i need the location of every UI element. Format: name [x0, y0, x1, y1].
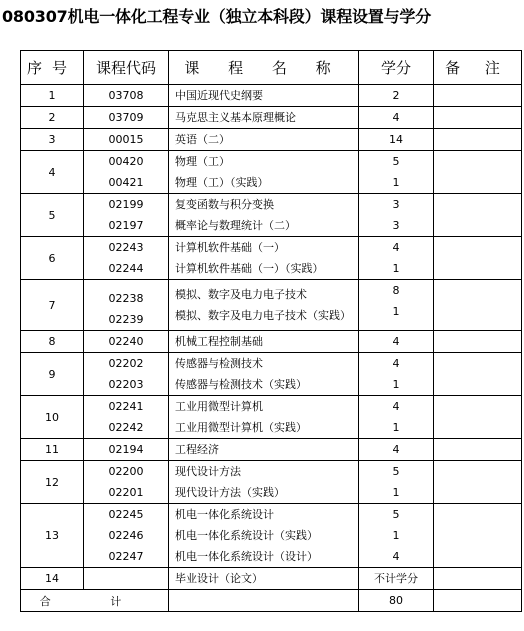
remark-cell	[434, 107, 522, 129]
remark-cell	[434, 461, 522, 504]
code-cell	[84, 439, 169, 461]
course-name: 马克思主义基本原理概论	[175, 111, 296, 124]
seq-number: 7	[48, 298, 56, 312]
seq-cell	[21, 85, 84, 107]
course-name-cell	[169, 85, 359, 107]
table-header-row	[21, 51, 522, 85]
course-credit: 4	[392, 400, 400, 413]
credit-cell	[359, 151, 434, 194]
credit-cell	[359, 331, 434, 353]
course-name: 传感器与检测技术（实践）	[175, 378, 307, 391]
credit-cell	[359, 237, 434, 280]
code-cell	[84, 237, 169, 280]
course-name: 机电一体化系统设计	[175, 508, 274, 521]
table-row	[21, 504, 522, 568]
course-credit: 4	[392, 335, 400, 348]
credit-cell	[359, 504, 434, 568]
course-code: 00421	[108, 176, 144, 189]
credit-cell	[359, 353, 434, 396]
seq-cell	[21, 194, 84, 237]
seq-number: 4	[48, 165, 56, 179]
seq-cell	[21, 107, 84, 129]
course-name-cell	[169, 331, 359, 353]
course-credit: 8	[392, 284, 400, 297]
course-code: 02197	[108, 219, 144, 232]
course-name-cell	[169, 107, 359, 129]
seq-cell	[21, 237, 84, 280]
seq-number: 10	[45, 410, 59, 424]
remark-cell	[434, 194, 522, 237]
total-name-cell	[169, 590, 359, 612]
course-credit: 4	[392, 443, 400, 456]
table-row	[21, 237, 522, 280]
course-code: 02244	[108, 262, 144, 275]
course-code: 02240	[108, 335, 144, 348]
remark-cell	[434, 280, 522, 331]
remark-cell	[434, 504, 522, 568]
code-cell	[84, 461, 169, 504]
header-course-name: 课 程 名 称	[169, 51, 359, 85]
course-code: 03708	[108, 89, 144, 102]
course-code: 02247	[108, 550, 144, 563]
course-name-cell	[169, 439, 359, 461]
course-name: 模拟、数字及电力电子技术（实践）	[175, 309, 351, 322]
credit-cell	[359, 107, 434, 129]
code-cell	[84, 331, 169, 353]
course-credit: 4	[392, 241, 400, 254]
seq-number: 6	[48, 251, 56, 265]
course-credit: 4	[392, 550, 400, 563]
credit-cell	[359, 568, 434, 590]
seq-cell	[21, 280, 84, 331]
header-code: 课程代码	[84, 51, 169, 85]
course-code: 00015	[108, 133, 144, 146]
course-code: 02200	[108, 465, 144, 478]
course-credit: 1	[392, 262, 400, 275]
seq-number: 13	[45, 529, 59, 542]
code-cell	[84, 151, 169, 194]
credit-cell	[359, 129, 434, 151]
course-name-cell	[169, 504, 359, 568]
seq-number: 2	[48, 111, 56, 124]
seq-number: 3	[48, 133, 56, 146]
credit-cell	[359, 439, 434, 461]
credit-cell	[359, 85, 434, 107]
table-row	[21, 396, 522, 439]
table-row	[21, 461, 522, 504]
course-table	[20, 50, 522, 612]
course-code: 02246	[108, 529, 144, 542]
course-credit: 2	[392, 89, 400, 102]
page-title: 080307机电一体化工程专业（独立本科段）课程设置与学分	[2, 7, 431, 26]
course-name: 物理（工）	[175, 155, 230, 168]
credit-cell	[359, 280, 434, 331]
course-name: 工程经济	[175, 443, 219, 456]
course-name: 模拟、数字及电力电子技术	[175, 288, 307, 301]
course-code: 02243	[108, 241, 144, 254]
credit-cell	[359, 461, 434, 504]
course-credit: 5	[392, 508, 400, 521]
course-credit: 5	[392, 155, 400, 168]
course-name: 计算机软件基础（一）（实践）	[175, 262, 324, 275]
seq-number: 8	[48, 335, 56, 348]
header-credit: 学分	[359, 51, 434, 85]
course-name-cell	[169, 280, 359, 331]
seq-cell	[21, 439, 84, 461]
table-row	[21, 151, 522, 194]
seq-cell	[21, 504, 84, 568]
header-remark: 备 注	[434, 51, 522, 85]
table-row	[21, 331, 522, 353]
course-name: 机电一体化系统设计（实践）	[175, 529, 318, 542]
course-name: 复变函数与积分变换	[175, 198, 274, 211]
course-name-cell	[169, 151, 359, 194]
seq-cell	[21, 568, 84, 590]
remark-cell	[434, 237, 522, 280]
course-code: 02202	[108, 357, 144, 370]
remark-cell	[434, 568, 522, 590]
code-cell	[84, 353, 169, 396]
code-cell	[84, 504, 169, 568]
seq-cell	[21, 353, 84, 396]
course-credit: 3	[392, 198, 400, 211]
course-name: 毕业设计（论文）	[175, 572, 263, 585]
seq-number: 5	[48, 208, 56, 222]
course-code: 00420	[108, 155, 144, 168]
course-name: 工业用微型计算机（实践）	[175, 421, 307, 434]
course-name: 计算机软件基础（一）	[175, 241, 285, 254]
course-name: 现代设计方法	[175, 465, 241, 478]
course-code: 02239	[108, 313, 144, 326]
table-row	[21, 129, 522, 151]
course-credit: 4	[392, 357, 400, 370]
code-cell	[84, 85, 169, 107]
code-cell	[84, 280, 169, 331]
remark-cell	[434, 151, 522, 194]
course-name-cell	[169, 353, 359, 396]
seq-cell	[21, 151, 84, 194]
course-credit: 1	[392, 378, 400, 391]
seq-number: 12	[45, 475, 59, 489]
course-code: 02203	[108, 378, 144, 391]
course-credit: 3	[392, 219, 400, 232]
course-credit: 14	[389, 133, 403, 146]
total-credit: 80	[359, 590, 434, 612]
seq-number: 11	[45, 443, 59, 456]
course-name-cell	[169, 568, 359, 590]
credit-cell	[359, 396, 434, 439]
seq-number: 9	[48, 367, 56, 381]
course-credit: 1	[392, 305, 400, 318]
code-cell	[84, 129, 169, 151]
course-name: 机械工程控制基础	[175, 335, 263, 348]
remark-cell	[434, 129, 522, 151]
table-body	[21, 85, 522, 612]
total-label: 合 计	[21, 590, 169, 612]
course-name: 机电一体化系统设计（设计）	[175, 550, 318, 563]
course-code: 02238	[108, 292, 144, 305]
remark-cell	[434, 396, 522, 439]
course-name-cell	[169, 396, 359, 439]
course-code: 02241	[108, 400, 144, 413]
remark-cell	[434, 331, 522, 353]
course-name-cell	[169, 194, 359, 237]
course-name-cell	[169, 237, 359, 280]
course-credit: 5	[392, 465, 400, 478]
course-name: 现代设计方法（实践）	[175, 486, 285, 499]
course-code	[84, 568, 168, 589]
course-code: 02242	[108, 421, 144, 434]
table-row	[21, 194, 522, 237]
remark-cell	[434, 85, 522, 107]
table-row	[21, 107, 522, 129]
course-code: 02201	[108, 486, 144, 499]
course-credit: 1	[392, 529, 400, 542]
table-row	[21, 568, 522, 590]
course-name-cell	[169, 461, 359, 504]
course-name-cell	[169, 129, 359, 151]
total-remark-cell	[434, 590, 522, 612]
seq-number: 14	[45, 572, 59, 585]
remark-cell	[434, 353, 522, 396]
code-cell	[84, 568, 169, 590]
table-row	[21, 85, 522, 107]
code-cell	[84, 396, 169, 439]
table-row	[21, 353, 522, 396]
table-row	[21, 439, 522, 461]
course-name: 工业用微型计算机	[175, 400, 263, 413]
seq-number: 1	[48, 89, 56, 102]
course-credit: 1	[392, 176, 400, 189]
seq-cell	[21, 129, 84, 151]
course-name: 中国近现代史纲要	[175, 89, 263, 102]
course-name: 英语（二）	[175, 133, 230, 146]
course-code: 02245	[108, 508, 144, 521]
table-row	[21, 280, 522, 331]
course-credit: 4	[392, 111, 400, 124]
course-code: 03709	[108, 111, 144, 124]
course-credit: 1	[392, 486, 400, 499]
code-cell	[84, 194, 169, 237]
total-row	[21, 590, 522, 612]
course-name: 概率论与数理统计（二）	[175, 219, 296, 232]
remark-cell	[434, 439, 522, 461]
course-credit: 1	[392, 421, 400, 434]
seq-cell	[21, 461, 84, 504]
course-name: 传感器与检测技术	[175, 357, 263, 370]
course-code: 02194	[108, 443, 144, 456]
course-code: 02199	[108, 198, 144, 211]
course-name: 物理（工）（实践）	[175, 176, 269, 189]
seq-cell	[21, 331, 84, 353]
credit-cell	[359, 194, 434, 237]
seq-cell	[21, 396, 84, 439]
code-cell	[84, 107, 169, 129]
course-credit: 不计学分	[374, 572, 418, 585]
header-seq: 序号	[21, 51, 84, 85]
